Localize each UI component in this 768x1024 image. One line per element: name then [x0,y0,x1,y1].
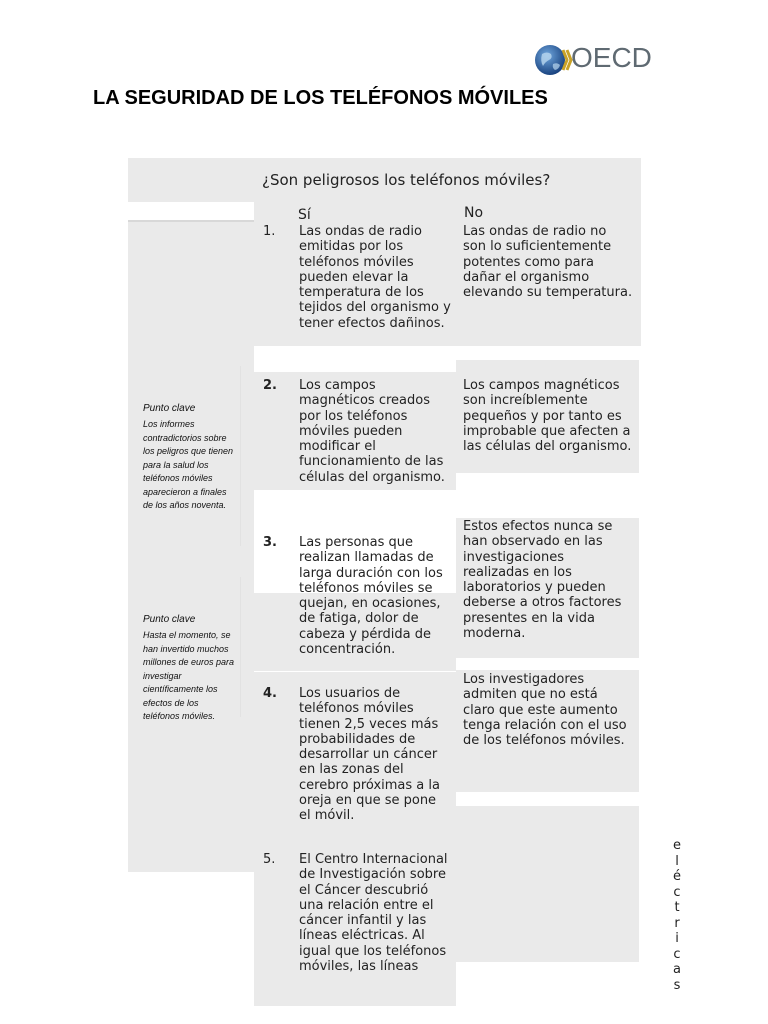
key-point-heading: Punto clave [143,614,196,625]
column-header-no: No [464,205,484,221]
row-number: 2. [263,378,277,393]
side-letter: l [675,853,679,869]
row1-yes-text: Las ondas de radio emitidas por los teléfonos móviles pueden elevar la temperatura de los tejidos del organismo y tener efectos dañinos. [299,224,451,331]
key-point-text: Hasta el momento, se han invertido muchos millones de euros para investigar científicamente los efectos de los teléfonos móviles. [143,630,235,721]
sidebar-divider [128,202,254,220]
row3-no-text: Estos efectos nunca se han observado en las investigaciones realizadas en los laboratorios y pueden deberse a otros factores presentes en la vida moderna. [463,519,622,642]
side-letter: i [675,931,679,946]
row-number: 1. [263,224,276,239]
page-title: LA SEGURIDAD DE LOS TELÉFONOS MÓVILES [93,87,548,109]
side-letter: s [673,977,681,993]
column-header-yes: Sí [298,207,311,223]
side-letter: e [673,838,681,853]
side-letter: c [673,946,681,962]
key-point-box [137,577,241,721]
globe-icon [533,40,573,80]
key-point-box [137,366,241,546]
side-letter: a [673,962,681,977]
row2-yes-text: Los campos magnéticos creados por los teléfonos móviles pueden modificar el funcionamiento de las células del organismo. [299,378,445,485]
sidebar-divider-line [128,220,254,222]
row-number: 4. [263,686,277,701]
side-letter: c [673,884,681,900]
row2-no-text: Los campos magnéticos son increíblemente pequeños y por tanto es improbable que afecten a las células del organismo. [463,378,632,455]
row4-yes-text: Los usuarios de teléfonos móviles tienen 2,5 veces más probabilidades de desarrollar un cáncer en las zonas del cerebro próximas a la oreja en que se pone el móvil. [299,686,440,824]
oecd-logo-text: OECD [571,42,652,73]
row3-yes-text: Las personas que realizan llamadas de larga duración con los teléfonos móviles se quejan, en ocasiones, de fatiga, dolor de cabeza y pérdida de concentración. [299,535,443,658]
vertical-side-text [671,838,683,993]
side-letter: r [674,915,680,931]
side-letter: é [673,869,681,884]
side-letter: t [674,900,680,915]
row-number: 5. [263,852,276,867]
table-question: ¿Son peligrosos los teléfonos móviles? [262,171,551,189]
row-number: 3. [263,535,277,550]
row5-yes-text: El Centro Internacional de Investigación sobre el Cáncer descubrió una relación entre el cáncer infantil y las líneas eléctricas. Al igual que los teléfonos móviles, las líneas [299,852,448,975]
oecd-logo [533,40,678,80]
row4-no-text: Los investigadores admiten que no está claro que este aumento tenga relación con el uso de los teléfonos móviles. [463,672,627,749]
row1-no-text: Las ondas de radio no son lo suficientemente potentes como para dañar el organismo elevando su temperatura. [463,224,633,301]
row5-no-panel [456,806,639,962]
key-point-text: Los informes contradictorios sobre los peligros que tienen para la salud los teléfonos móviles aparecieron a finales de los años noventa. [143,419,234,510]
key-point-heading: Punto clave [143,403,196,414]
